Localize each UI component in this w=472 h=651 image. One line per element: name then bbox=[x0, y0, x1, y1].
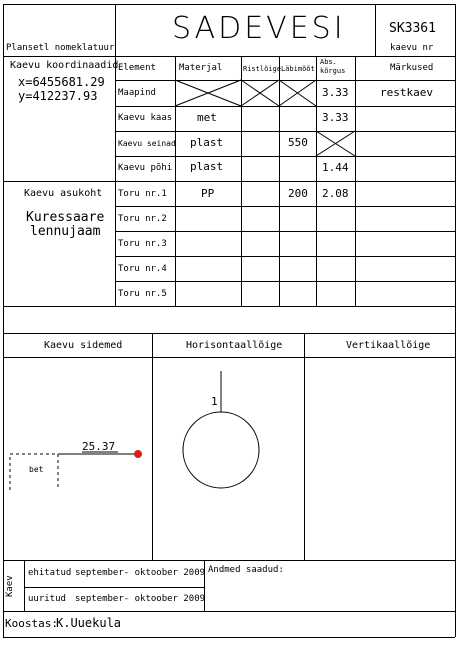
col-header-height-1: Abs. bbox=[320, 58, 337, 66]
footer-well-label: Kaev bbox=[5, 575, 15, 597]
surveyed-label: uuritud bbox=[28, 594, 66, 604]
section-horizontal-label: Horisontaallõige bbox=[186, 340, 283, 351]
plan-nomenclature-label: Plansetl nomeklatuur bbox=[6, 43, 115, 53]
building-label: bet bbox=[29, 465, 44, 474]
row-diameter: 200 bbox=[288, 187, 308, 200]
built-label: ehitatud bbox=[28, 568, 72, 578]
row-height: 3.33 bbox=[322, 111, 349, 124]
row-material: plast bbox=[190, 160, 224, 173]
col-header-element: Element bbox=[118, 63, 156, 73]
row-element: Toru nr.3 bbox=[118, 239, 167, 249]
row-material: plast bbox=[190, 136, 224, 149]
well-circle bbox=[183, 412, 259, 488]
row-height: 2.08 bbox=[322, 187, 349, 200]
col-header-notes: Märkused bbox=[390, 63, 434, 73]
well-number: SK3361 bbox=[389, 21, 436, 36]
col-header-cross-section: Ristlõige bbox=[243, 65, 281, 73]
horizontal-section-drawing bbox=[183, 371, 259, 488]
row-material: PP bbox=[201, 187, 215, 200]
row-element: Maapind bbox=[118, 88, 156, 98]
coordinate-y: y=412237.93 bbox=[18, 89, 98, 103]
built-date: september- oktoober 2009 bbox=[75, 568, 206, 578]
col-header-diameter: Läbimõõt bbox=[281, 65, 315, 73]
row-material: met bbox=[197, 111, 217, 124]
tie-distance: 25.37 bbox=[82, 440, 116, 453]
row-element: Kaevu põhi bbox=[118, 163, 173, 173]
well-number-label: kaevu nr bbox=[390, 43, 434, 53]
surveyed-date: september- oktoober 2009 bbox=[75, 594, 206, 604]
col-header-material: Materjal bbox=[179, 63, 223, 73]
row-diameter: 550 bbox=[288, 136, 308, 149]
data-received-label: Andmed saadud: bbox=[208, 565, 284, 575]
row-element: Toru nr.1 bbox=[118, 189, 167, 199]
location-line-2: lennujaam bbox=[30, 224, 101, 239]
row-notes: restkaev bbox=[380, 86, 433, 99]
page-title: SADEVESI bbox=[172, 11, 346, 46]
coordinates-label: Kaevu koordinaadid bbox=[10, 60, 119, 71]
section-ties-label: Kaevu sidemed bbox=[44, 340, 123, 351]
coordinate-x: x=6455681.29 bbox=[18, 75, 105, 89]
section-vertical-label: Vertikaallõige bbox=[346, 340, 431, 351]
well-marker bbox=[135, 451, 142, 458]
row-height: 1.44 bbox=[322, 161, 349, 174]
pipe-number: 1 bbox=[211, 395, 218, 408]
row-element: Kaevu seinad bbox=[118, 139, 176, 148]
compiled-by: K.Uuekula bbox=[56, 616, 122, 630]
row-height: 3.33 bbox=[322, 86, 349, 99]
row-element: Toru nr.4 bbox=[118, 264, 167, 274]
row-element: Kaevu kaas bbox=[118, 113, 173, 123]
col-header-height-2: kõrgus bbox=[320, 67, 346, 75]
location-label: Kaevu asukoht bbox=[24, 188, 103, 199]
compiled-label: Koostas: bbox=[5, 617, 58, 630]
row-element: Toru nr.5 bbox=[118, 289, 167, 299]
location-line-1: Kuressaare bbox=[26, 210, 105, 225]
row-element: Toru nr.2 bbox=[118, 214, 167, 224]
